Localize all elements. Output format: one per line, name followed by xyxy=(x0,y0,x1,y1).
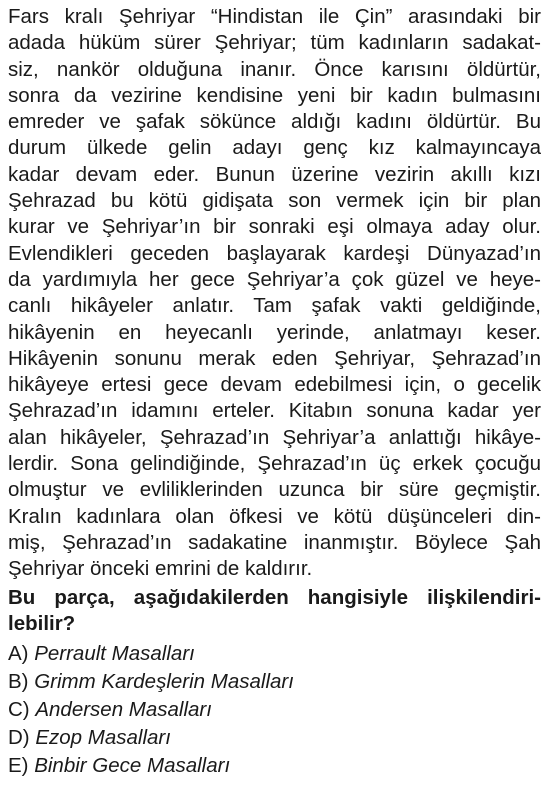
passage-line: Hikâyenin sonunu merak eden Şehriyar, Şehrazad’ın xyxy=(8,346,541,370)
passage-line: hikâyenin en heyecanlı yerinde, anlatmayı keser. xyxy=(8,320,541,344)
passage-line: adada hüküm sürer Şehriyar; tüm kadınların sadakat- xyxy=(8,31,541,55)
option-text: Binbir Gece Masalları xyxy=(34,754,231,778)
passage-line: lerdir. Sona gelindiğinde, Şehrazad’ın üç erkek çocuğu xyxy=(8,452,541,476)
option-letter: D) xyxy=(8,726,30,750)
question-line: Bu parça, aşağıdakilerden hangisiyle ilişkilendiri- xyxy=(8,585,541,609)
passage-line: Şehriyar önceki emrini de kaldırır. xyxy=(8,557,313,581)
option-a[interactable] xyxy=(8,640,545,668)
option-c[interactable] xyxy=(8,696,545,724)
passage-line: alan hikâyeler, Şehrazad’ın Şehriyar’a anlattığı hikâye- xyxy=(8,425,541,449)
question-line: lebilir? xyxy=(8,611,76,635)
option-d[interactable] xyxy=(8,724,545,752)
option-e[interactable] xyxy=(8,752,545,780)
passage-line: kurar ve Şehriyar’ın bir sonraki eşi olmaya aday olur. xyxy=(8,215,541,239)
option-text: Andersen Masalları xyxy=(35,698,212,722)
answer-options xyxy=(8,640,545,780)
passage-line: miş, Şehrazad’ın sadakatine inanmıştır. Böylece Şah xyxy=(8,530,541,554)
passage-line: Evlendikleri geceden başlayarak kardeşi Dünyazad’ın xyxy=(8,241,541,265)
option-letter: C) xyxy=(8,698,30,722)
passage-line: sonra da vezirine kendisine yeni bir kadın bulmasını xyxy=(8,83,541,107)
passage-line: Şehrazad’ın idamını erteler. Kitabın sonuna kadar yer xyxy=(8,399,541,423)
question-stem xyxy=(8,585,545,638)
passage-line: Kralın kadınlara olan öfkesi ve kötü düşünceleri din- xyxy=(8,504,541,528)
passage-line: Fars kralı Şehriyar “Hindistan ile Çin” arasındaki bir xyxy=(8,5,541,28)
passage-line: canlı hikâyeler anlatır. Tam şafak vakti geldiğinde, xyxy=(8,294,541,318)
passage-line: durum ülkede gelin adayı genç kız kalmayıncaya xyxy=(8,136,541,160)
passage-line: siz, nankör olduğuna inanır. Önce karısını öldürtür, xyxy=(8,57,541,81)
passage-line: kadar devam eder. Bunun üzerine vezirin akıllı kızı xyxy=(8,162,541,186)
passage-line: da yardımıyla her gece Şehriyar’a çok güzel ve heye- xyxy=(8,267,541,291)
passage-line: hikâyeye ertesi gece devam edebilmesi için, o gecelik xyxy=(8,373,541,397)
passage-line: olmuştur ve evliliklerinden uzunca bir süre geçmiştir. xyxy=(8,478,541,502)
option-text: Perrault Masalları xyxy=(34,642,195,666)
option-letter: B) xyxy=(8,670,29,694)
option-letter: A) xyxy=(8,642,29,666)
reading-passage xyxy=(8,4,545,583)
passage-line: emreder ve şafak sökünce aldığı kadını öldürtür. Bu xyxy=(8,110,541,134)
option-text: Grimm Kardeşlerin Masalları xyxy=(34,670,294,694)
option-text: Ezop Masalları xyxy=(35,726,171,750)
passage-line: Şehrazad bu kötü gidişata son vermek için bir plan xyxy=(8,189,541,213)
option-b[interactable] xyxy=(8,668,545,696)
option-letter: E) xyxy=(8,754,29,778)
